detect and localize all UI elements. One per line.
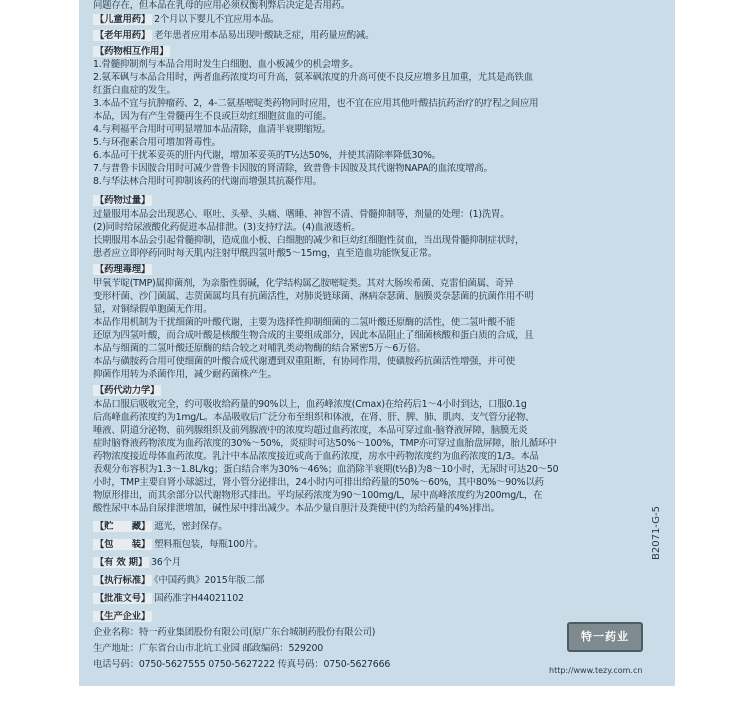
line-text: 唾液、阴道分泌物、前列腺组织及前列腺液中的浓度均超过血药浓度，本品可穿过血-脑脊液屏障，脑膜无炎 [93, 425, 528, 436]
line-text: 电话号码：0750-5627555 0750-5627222 传真号码：0750-5627666 [93, 659, 391, 670]
line-text: 表观分布容积为1.3～1.8L/kg；蛋白结合率为30%～46%；血消除半衰期(t½β)为8～10小时，无尿时可达20～50 [93, 464, 559, 475]
body-text-line [93, 98, 661, 109]
line-text: 显，对铜绿假单胞菌无作用。 [93, 304, 213, 315]
section-tag: 【药物相互作用】 [95, 46, 169, 57]
body-text-line [93, 278, 661, 289]
line-text: 酸性尿中本品自尿排泄增加，碱性尿中排出减少。本品少量自胆汁及粪便中(约为给药量的4%)排出。 [93, 503, 500, 514]
line-text: 5.与环孢素合用可增加肾毒性。 [93, 137, 221, 148]
section-tag: 【药代动力学】 [95, 385, 160, 396]
section-heading-line [93, 264, 661, 275]
body-text-line [93, 369, 661, 380]
section-tag: 【老年用药】 [95, 30, 151, 41]
line-text: 变形杆菌、沙门菌属、志贺菌属均具有抗菌活性，对肺炎链球菌、淋病奈瑟菌、脑膜炎奈瑟菌的抗菌作用不明 [93, 291, 534, 302]
section-tag: 【药理毒理】 [95, 264, 151, 275]
brand-logo: 特一药业 [567, 622, 643, 652]
line-text: (2)同时给尿液酸化药促进本品排泄。(3)支持疗法。(4)血液透析。 [93, 222, 361, 233]
line-text: 塑料瓶包装，每瓶100片。 [154, 539, 264, 550]
section-tag: 【儿童用药】 [95, 14, 151, 25]
line-text: 老年患者应用本品易出现叶酸缺乏症，用药量应酌减。 [154, 30, 375, 41]
section-heading-line [93, 14, 661, 25]
line-text: 6.本品可干扰苯妥英的肝内代谢，增加苯妥英的T½达50%，并使其清除率降低30%。 [93, 150, 441, 161]
line-text: 问题存在，但本品在乳母的应用必须权衡利弊后决定是否用药。 [93, 0, 350, 11]
line-text: 抑菌作用转为杀菌作用，减少耐药菌株产生。 [93, 369, 277, 380]
section-tag: 【贮 藏】 [95, 521, 151, 532]
line-text: 症时脑脊液药物浓度为血药浓度的30%～50%，炎症时可达50%～100%，TMP亦可穿过血胎盘屏障，胎儿循环中 [93, 438, 557, 449]
line-text: 长期服用本品会引起骨髓抑制，造成血小板、白细胞的减少和巨幼红细胞性贫血，当出现骨髓抑制症状时， [93, 235, 525, 246]
side-print-code: B2071-G-5 [651, 505, 662, 560]
body-text-line [93, 124, 661, 135]
body-text-line [93, 304, 661, 315]
body-text-line [93, 72, 661, 83]
section-tag: 【批准文号】 [95, 593, 151, 604]
body-text-line [93, 330, 661, 341]
body-text-line [93, 451, 661, 462]
line-text: 后高峰血药浓度约为1mg/L。本品吸收后广泛分布至组织和体液，在肾、肝、脾、肺、肌肉、支气管分泌物、 [93, 412, 535, 423]
body-text-line [93, 343, 661, 354]
body-text-line [93, 163, 661, 174]
line-text: 物原形排出，而其余部分以代谢物形式排出。平均尿药浓度为90～100mg/L，尿中高峰浓度约为200mg/L，在 [93, 490, 543, 501]
line-text: 药物浓度接近母体血药浓度。乳汁中本品浓度接近或高于血药浓度，房水中药物浓度约为血药浓度的1/3。本品 [93, 451, 539, 462]
line-text: 4.与利福平合用时可明显增加本品清除，血清半衰期缩短。 [93, 124, 331, 135]
body-text-line [93, 438, 661, 449]
line-text: 36个月 [151, 557, 181, 568]
leaflet-sheet [79, 0, 675, 686]
line-text: 甲氧苄啶(TMP)属抑菌剂，为亲脂性弱碱，化学结构属乙胺嘧啶类。其对大肠埃希菌、克雷伯菌属、奇异 [93, 278, 514, 289]
section-tag: 【药物过量】 [95, 195, 151, 206]
line-text: 1.骨髓抑制剂与本品合用时发生白细胞、血小板减少的机会增多。 [93, 59, 359, 70]
section-tag: 【包 装】 [95, 539, 151, 550]
body-text-line [93, 317, 661, 328]
line-text: 本品口服后吸收完全，约可吸收给药量的90%以上，血药峰浓度(Cmax)在给药后1～4小时到达，口服0.1g [93, 399, 527, 410]
line-text: 本品，因为有产生骨髓再生不良或巨幼红细胞贫血的可能。 [93, 111, 332, 122]
section-heading-line [93, 46, 661, 57]
body-text-line [93, 0, 661, 11]
body-text-line [93, 222, 661, 233]
line-text: 2.氨苯砜与本品合用时，两者血药浓度均可升高，氨苯砜浓度的升高可使不良反应增多且加重，尤其是高铁血 [93, 72, 533, 83]
website-text: http://www.tezy.com.cn [549, 666, 643, 675]
body-text-line [93, 464, 661, 475]
body-text-line [93, 412, 661, 423]
line-text: 7.与普鲁卡因胺合用时可减少普鲁卡因胺的肾清除，致普鲁卡因胺及其代谢物NAPA的血浓度增高。 [93, 163, 493, 174]
body-text-line [93, 209, 661, 220]
line-text: 遮光，密封保存。 [154, 521, 228, 532]
line-text: 生产地址：广东省台山市北坑工业园 邮政编码：529200 [93, 643, 324, 654]
line-text: 国药准字H44021102 [154, 593, 244, 604]
body-text-line [93, 248, 661, 259]
line-text: 本品与磺胺药合用可使细菌的叶酸合成代谢遭到双重阻断，有协同作用，使磺胺药抗菌活性增强，并可使 [93, 356, 516, 367]
body-text-line [93, 85, 661, 96]
section-heading-line [93, 521, 661, 532]
body-text-line [93, 111, 661, 122]
section-tag: 【生产企业】 [95, 611, 151, 622]
body-text-line [93, 399, 661, 410]
body-text-line [93, 59, 661, 70]
line-text: 8.与华法林合用时可抑制该药的代谢而增强其抗凝作用。 [93, 176, 322, 187]
body-text-line [93, 176, 661, 187]
section-heading-line [93, 385, 661, 396]
line-text: 企业名称：特一药业集团股份有限公司(原广东台城制药股份有限公司) [93, 627, 376, 638]
line-text: 本品与细菌的二氢叶酸还原酶的结合较之对哺乳类动物酶的结合紧密5万～6万倍。 [93, 343, 426, 354]
line-text: 3.本品不宜与抗肿瘤药、2，4-二氨基嘧啶类药物同时应用，也不宜在应用其他叶酸拮抗药治疗的疗程之间应用 [93, 98, 539, 109]
body-text-line [93, 235, 661, 246]
body-text-line [93, 137, 661, 148]
section-tag: 【有 效 期】 [95, 557, 148, 568]
section-heading-line [93, 195, 661, 206]
body-text-line [93, 490, 661, 501]
line-text: 2个月以下婴儿不宜应用本品。 [154, 14, 280, 25]
body-text-line [93, 425, 661, 436]
section-heading-line [93, 30, 661, 41]
section-heading-line [93, 575, 661, 586]
line-text: 本品作用机制为干扰细菌的叶酸代谢，主要为选择性抑制细菌的二氢叶酸还原酶的活性，使二氢叶酸不能 [93, 317, 516, 328]
body-text-line [93, 503, 661, 514]
section-heading-line [93, 557, 661, 568]
line-text: 患者应立即停药同时每天肌内注射甲酰四氢叶酸5～15mg，直至造血功能恢复正常。 [93, 248, 437, 259]
line-text: 小时，TMP主要自肾小球滤过，肾小管分泌排出，24小时内可排出给药量的50%～60%，其中80%～90%以药 [93, 477, 544, 488]
line-text: 过量服用本品会出现恶心、呕吐、头晕、头痛、嗜睡、神智不清、骨髓抑制等，剂量的处理：(1)洗胃。 [93, 209, 510, 220]
body-text-line [93, 477, 661, 488]
section-heading-line [93, 539, 661, 550]
section-heading-line [93, 593, 661, 604]
body-text-line [93, 356, 661, 367]
section-tag: 【执行标准】 [95, 575, 151, 586]
line-text: 《中国药典》2015年版二部 [154, 575, 265, 586]
line-text: 还原为四氢叶酸，而合成叶酸是核酸生物合成的主要组成部分，因此本品阻止了细菌核酸和蛋白质的合成，且 [93, 330, 534, 341]
section-heading-line [93, 611, 661, 622]
body-text-line [93, 291, 661, 302]
body-text-line [93, 150, 661, 161]
line-text: 红蛋白血症的发生。 [93, 85, 176, 96]
